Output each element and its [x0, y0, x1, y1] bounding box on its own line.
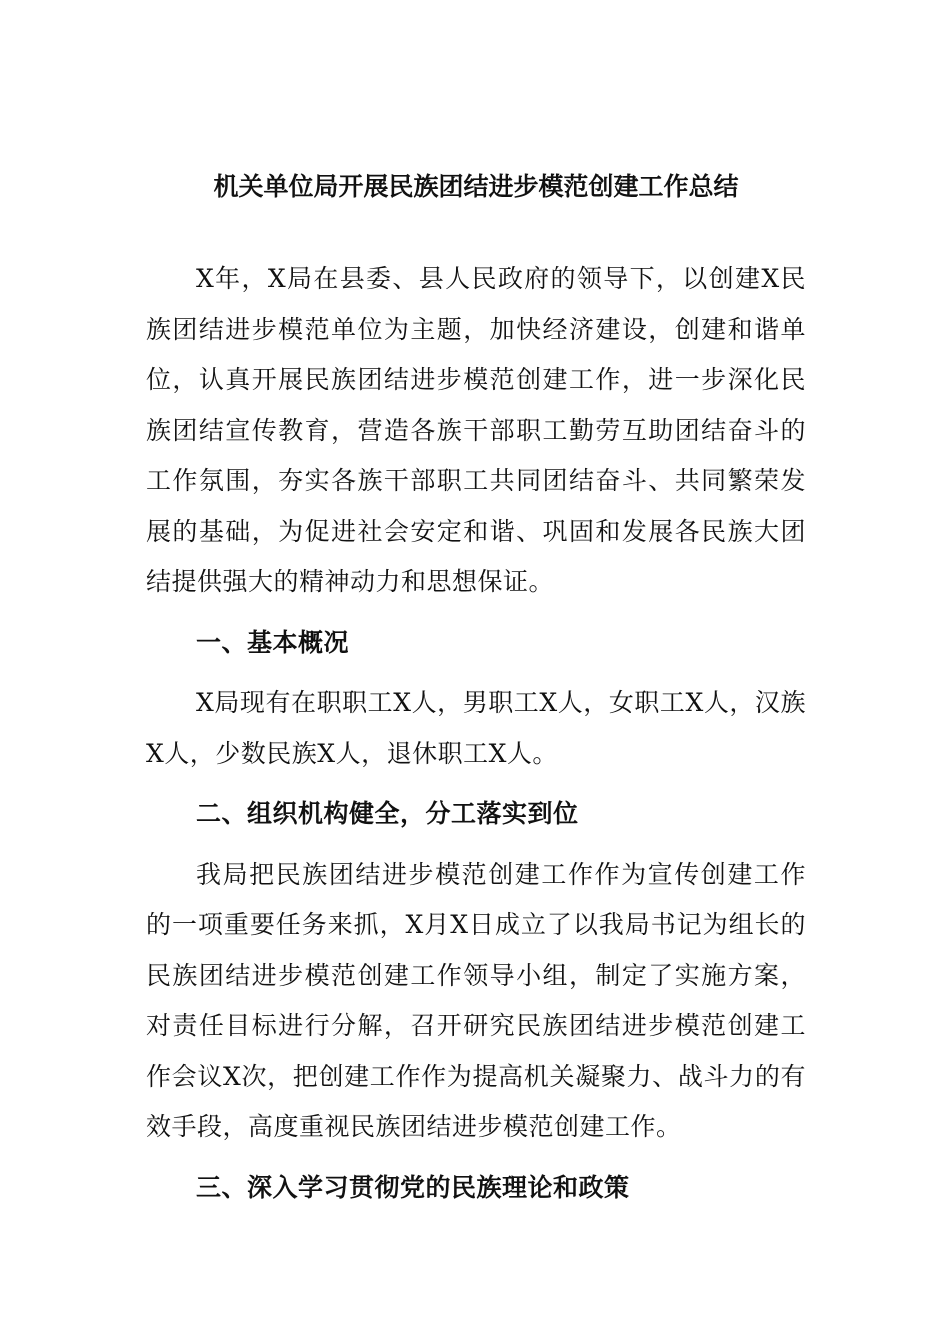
document-title: 机关单位局开展民族团结进步模范创建工作总结: [213, 172, 739, 201]
section-2-body: 我局把民族团结进步模范创建工作作为宣传创建工作的一项重要任务来抓，X月X日成立了以我局书记为组长的民族团结进步模范创建工作领导小组，制定了实施方案，对责任目标进行分解，召开研究民族团结进步模范创建工作会议X次，把创建工作作为提高机关凝聚力、战斗力的有效手段，高度重视民族团结进步模范创建工作。: [146, 859, 806, 1141]
section-1-body: X局现有在职职工X人，男职工X人，女职工X人，汉族X人，少数民族X人，退休职工X人。: [146, 688, 806, 768]
section-1-heading: 一、基本概况: [196, 627, 350, 657]
document-body: [146, 164, 806, 1213]
section-3-heading: 三、深入学习贯彻党的民族理论和政策: [196, 1172, 630, 1202]
intro-paragraph: X年，X局在县委、县人民政府的领导下，以创建X民族团结进步模范单位为主题，加快经济建设，创建和谐单位，认真开展民族团结进步模范创建工作，进一步深化民族团结宣传教育，营造各族干部职工勤劳互助团结奋斗的工作氛围，夯实各族干部职工共同团结奋斗、共同繁荣发展的基础，为促进社会安定和谐、巩固和发展各民族大团结提供强大的精神动力和思想保证。: [146, 264, 806, 596]
section-2-heading: 二、组织机构健全，分工落实到位: [196, 799, 579, 828]
